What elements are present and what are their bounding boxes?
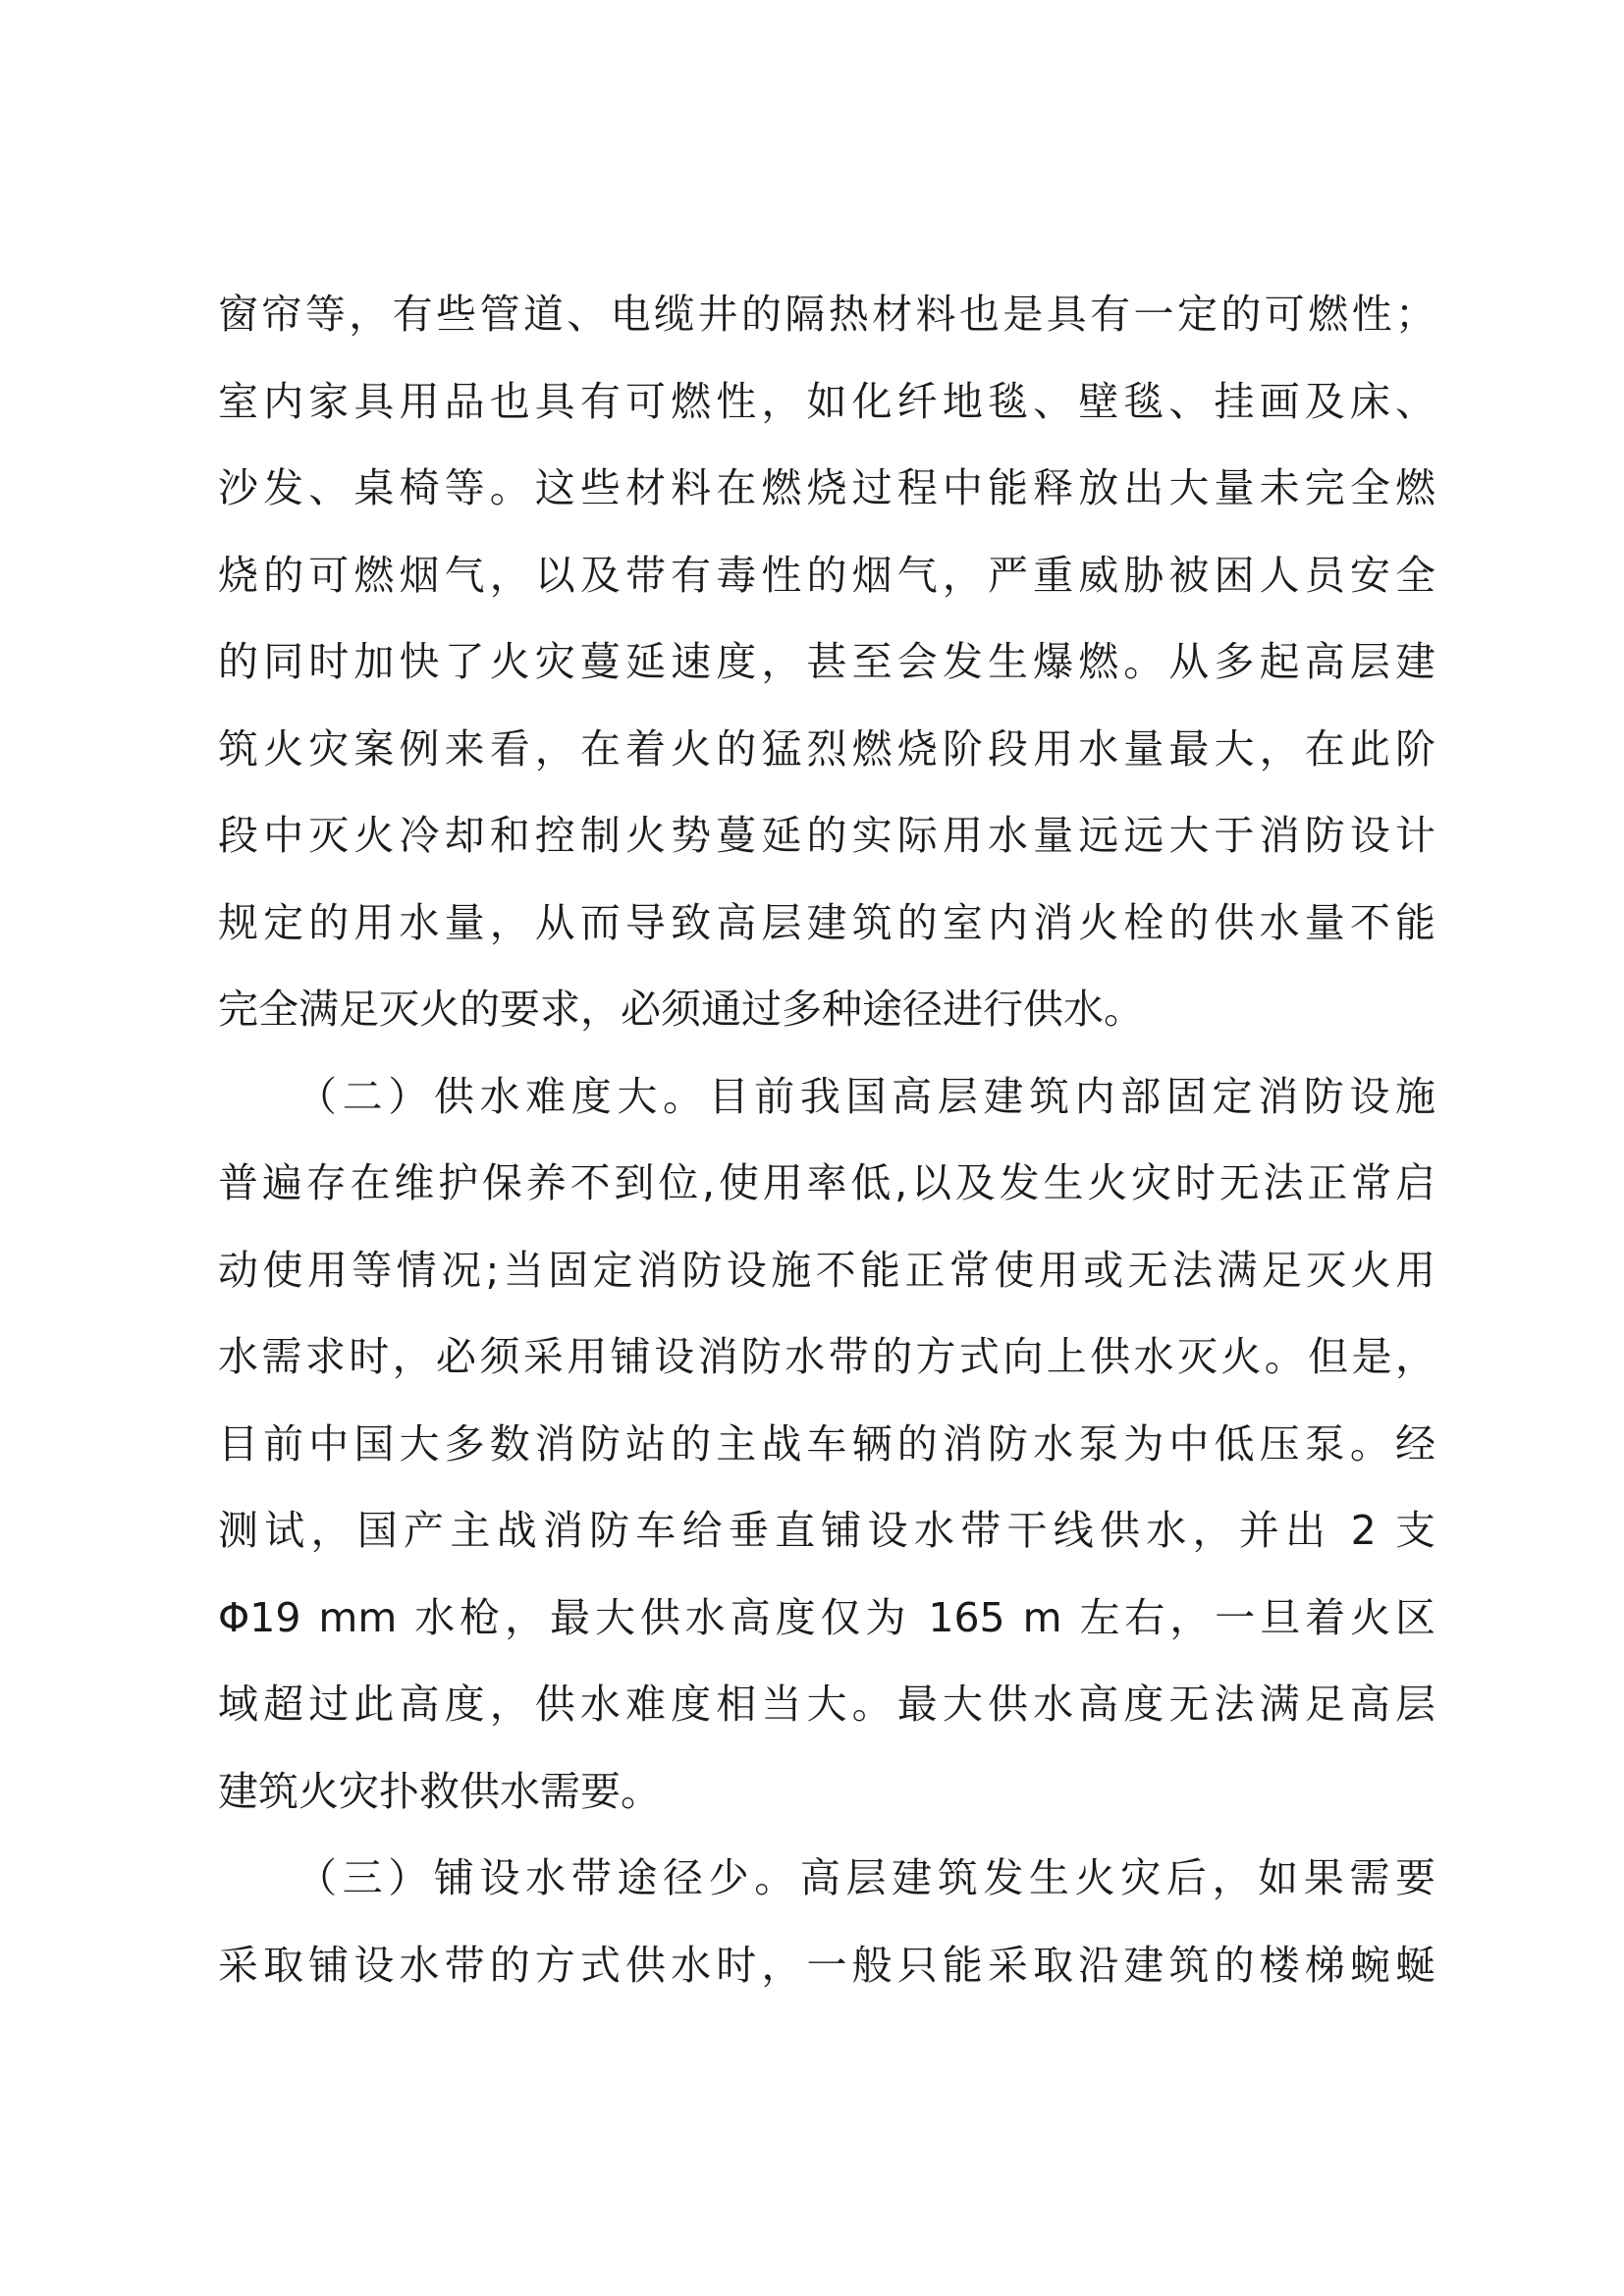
text-line: 规定的用水量，从而导致高层建筑的室内消火栓的供水量不能 <box>218 898 1435 946</box>
text-line: 的同时加快了火灾蔓延速度，甚至会发生爆燃。从多起高层建 <box>218 638 1435 685</box>
text-line: 域超过此高度，供水难度相当大。最大供水高度无法满足高层 <box>218 1681 1435 1728</box>
text-line: 烧的可燃烟气，以及带有毒性的烟气，严重威胁被困人员安全 <box>218 551 1435 599</box>
paragraph-end-line: 建筑火灾扑救供水需要。 <box>218 1767 661 1815</box>
text-line: 水需求时，必须采用铺设消防水带的方式向上供水灭火。但是， <box>218 1333 1435 1380</box>
text-line: 筑火灾案例来看，在着火的猛烈燃烧阶段用水量最大，在此阶 <box>218 724 1435 773</box>
text-line: 窗帘等，有些管道、电缆井的隔热材料也是具有一定的可燃性； <box>218 291 1435 338</box>
text-line: 普遍存在维护保养不到位,使用率低,以及发生火灾时无法正常启 <box>218 1159 1435 1206</box>
body-text <box>218 271 1435 2008</box>
text-line: 目前中国大多数消防站的主战车辆的消防水泵为中低压泵。经 <box>218 1419 1435 1468</box>
text-line: 动使用等情况;当固定消防设施不能正常使用或无法满足灭火用 <box>218 1246 1435 1294</box>
text-line: 采取铺设水带的方式供水时，一般只能采取沿建筑的楼梯蜿蜒 <box>218 1941 1435 1989</box>
paragraph-start-line: （三）铺设水带途径少。高层建筑发生火灾后，如果需要 <box>297 1854 1435 1901</box>
text-line: 沙发、桌椅等。这些材料在燃烧过程中能释放出大量未完全燃 <box>218 464 1435 511</box>
text-line: 室内家具用品也具有可燃性，如化纤地毯、壁毯、挂画及床、 <box>218 377 1435 425</box>
paragraph-end-line: 完全满足灭火的要求，必须通过多种途径进行供水。 <box>218 986 1144 1033</box>
text-line: Φ19 mm 水枪，最大供水高度仅为 165 m 左右，一旦着火区 <box>218 1593 1435 1641</box>
text-line: 测试，国产主战消防车给垂直铺设水带干线供水，并出 2 支 <box>218 1507 1435 1554</box>
text-line: 段中灭火冷却和控制火势蔓延的实际用水量远远大于消防设计 <box>218 812 1435 859</box>
paragraph-start-line: （二）供水难度大。目前我国高层建筑内部固定消防设施 <box>297 1072 1435 1120</box>
